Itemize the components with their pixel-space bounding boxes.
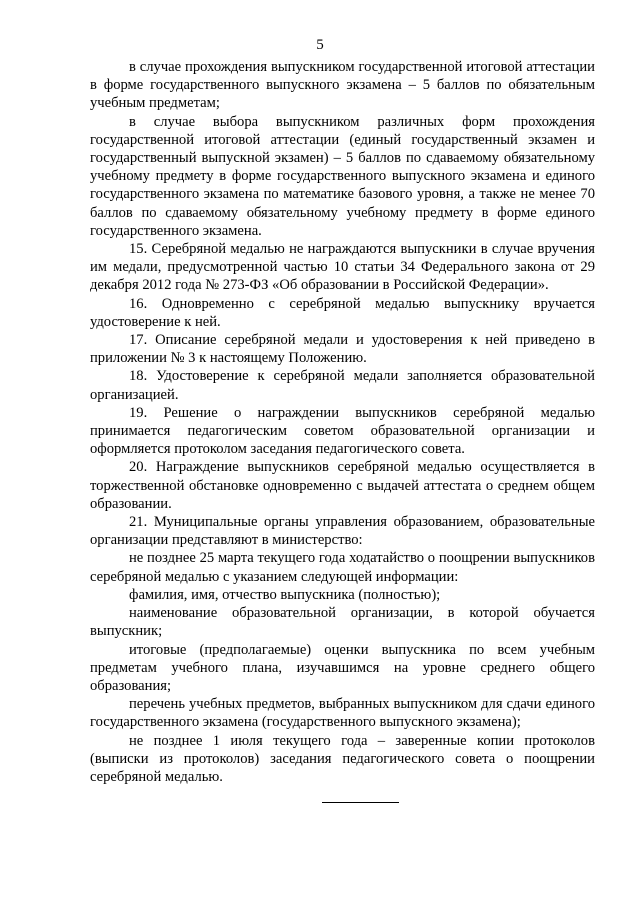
paragraph-deadline-march-25: не позднее 25 марта текущего года ходатайство о поощрении выпускников серебряной медалью с указанием следующей информации: xyxy=(90,550,595,585)
paragraph-deadline-july-1: не позднее 1 июля текущего года – заверенные копии протоколов (выписки из протоколов) заседания педагогического совета о поощрении серебряной медалью. xyxy=(90,732,595,785)
paragraph-item-16: 16. Одновременно с серебряной медалью выпускнику вручается удостоверение к ней. xyxy=(90,295,595,330)
paragraph-item-19: 19. Решение о награждении выпускников серебряной медалью принимается педагогическим советом образовательной организации и оформляется протоколом заседания педагогического совета. xyxy=(90,404,595,458)
paragraph-item-17: 17. Описание серебряной медали и удостоверения к ней приведено в приложении № 3 к настоящему Положению. xyxy=(90,332,595,367)
paragraph-ege-exam-5-points: в случае прохождения выпускником государственной итоговой аттестации в форме государственного выпускного экзамена – 5 баллов по обязательным учебным предметам; xyxy=(90,59,595,112)
paragraph-mixed-exam-forms: в случае выбора выпускником различных форм прохождения государственной итоговой аттестации (единый государственный экзамен и государственный выпускной экзамен) – 5 баллов по сдаваемому обязательному учебному предмету в форме государственного выпускного экзамена и единого государственного экзамена по математике базового уровня, а также не менее 70 баллов по сдаваемому обязательному учебному предмету в форме единого государственного экзамена. xyxy=(90,113,595,239)
paragraph-item-18: 18. Удостоверение к серебряной медали заполняется образовательной организацией. xyxy=(90,368,595,403)
paragraph-final-grades: итоговые (предполагаемые) оценки выпускника по всем учебным предметам учебного плана, изучавшимся на уровне среднего общего образования; xyxy=(90,641,595,694)
paragraph-graduate-full-name: фамилия, имя, отчество выпускника (полностью); xyxy=(129,586,441,603)
paragraph-item-21: 21. Муниципальные органы управления образованием, образовательные организации представляют в министерство: xyxy=(90,514,595,549)
paragraph-organization-name: наименование образовательной организации, в которой обучается выпускник; xyxy=(90,605,595,640)
paragraph-item-15: 15. Серебряной медалью не награждаются выпускники в случае вручения им медали, предусмотренной частью 10 статьи 34 Федерального закона от 29 декабря 2012 года № 273-ФЗ «Об образовании в Российской Федерации». xyxy=(90,241,595,294)
paragraph-subject-list: перечень учебных предметов, выбранных выпускником для сдачи единого государственного экзамена (государственного выпускного экзамена); xyxy=(90,696,595,731)
document-body xyxy=(90,58,595,786)
page-number: 5 xyxy=(316,37,324,53)
paragraph-item-20: 20. Награждение выпускников серебряной медалью осуществляется в торжественной обстановке одновременно с выдачей аттестата о среднем общем образовании. xyxy=(90,459,595,512)
end-separator-line xyxy=(322,802,399,803)
